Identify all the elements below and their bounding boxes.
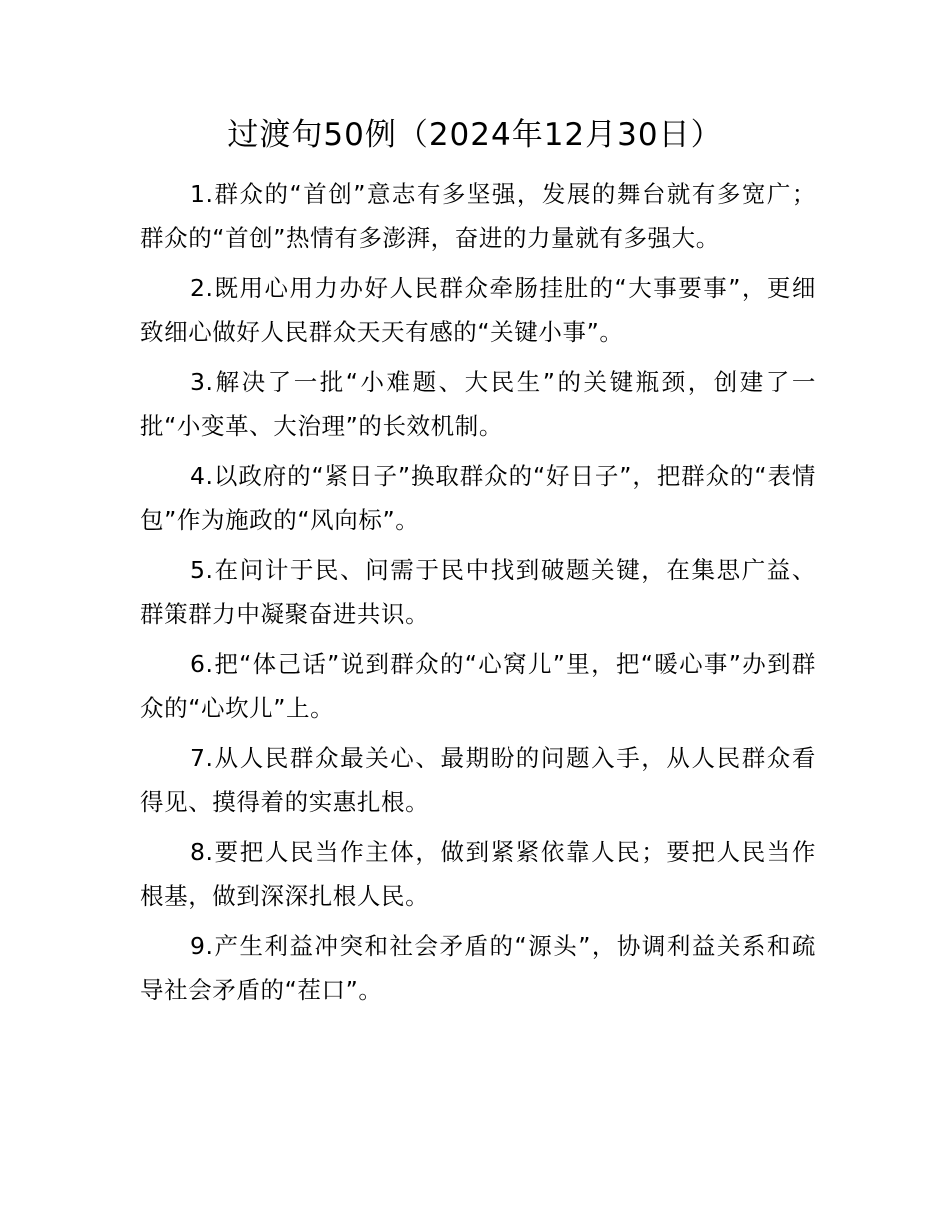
paragraph-2: 2.既用心用力办好人民群众牵肠挂肚的“大事要事”，更细致细心做好人民群众天天有感的“关键小事”。	[140, 274, 816, 346]
paragraph-5: 5.在问计于民、问需于民中找到破题关键，在集思广益、群策群力中凝聚奋进共识。	[140, 556, 816, 628]
paragraph-8: 8.要把人民当作主体，做到紧紧依靠人民；要把人民当作根基，做到深深扎根人民。	[140, 838, 816, 910]
paragraph-4: 4.以政府的“紧日子”换取群众的“好日子”，把群众的“表情包”作为施政的“风向标”。	[140, 462, 816, 534]
paragraph-7: 7.从人民群众最关心、最期盼的问题入手，从人民群众看得见、摸得着的实惠扎根。	[140, 744, 816, 816]
paragraph-1: 1.群众的“首创”意志有多坚强，发展的舞台就有多宽广；群众的“首创”热情有多澎湃，奋进的力量就有多强大。	[140, 180, 816, 252]
paragraph-6: 6.把“体己话”说到群众的“心窝儿”里，把“暖心事”办到群众的“心坎儿”上。	[140, 650, 816, 722]
paragraph-3: 3.解决了一批“小难题、大民生”的关键瓶颈，创建了一批“小变革、大治理”的长效机制。	[140, 368, 816, 440]
document-body	[140, 172, 816, 1018]
document-title: 过渡句50例（2024年12月30日）	[227, 117, 723, 153]
paragraph-9: 9.产生利益冲突和社会矛盾的“源头”，协调利益关系和疏导社会矛盾的“茬口”。	[140, 932, 816, 1004]
